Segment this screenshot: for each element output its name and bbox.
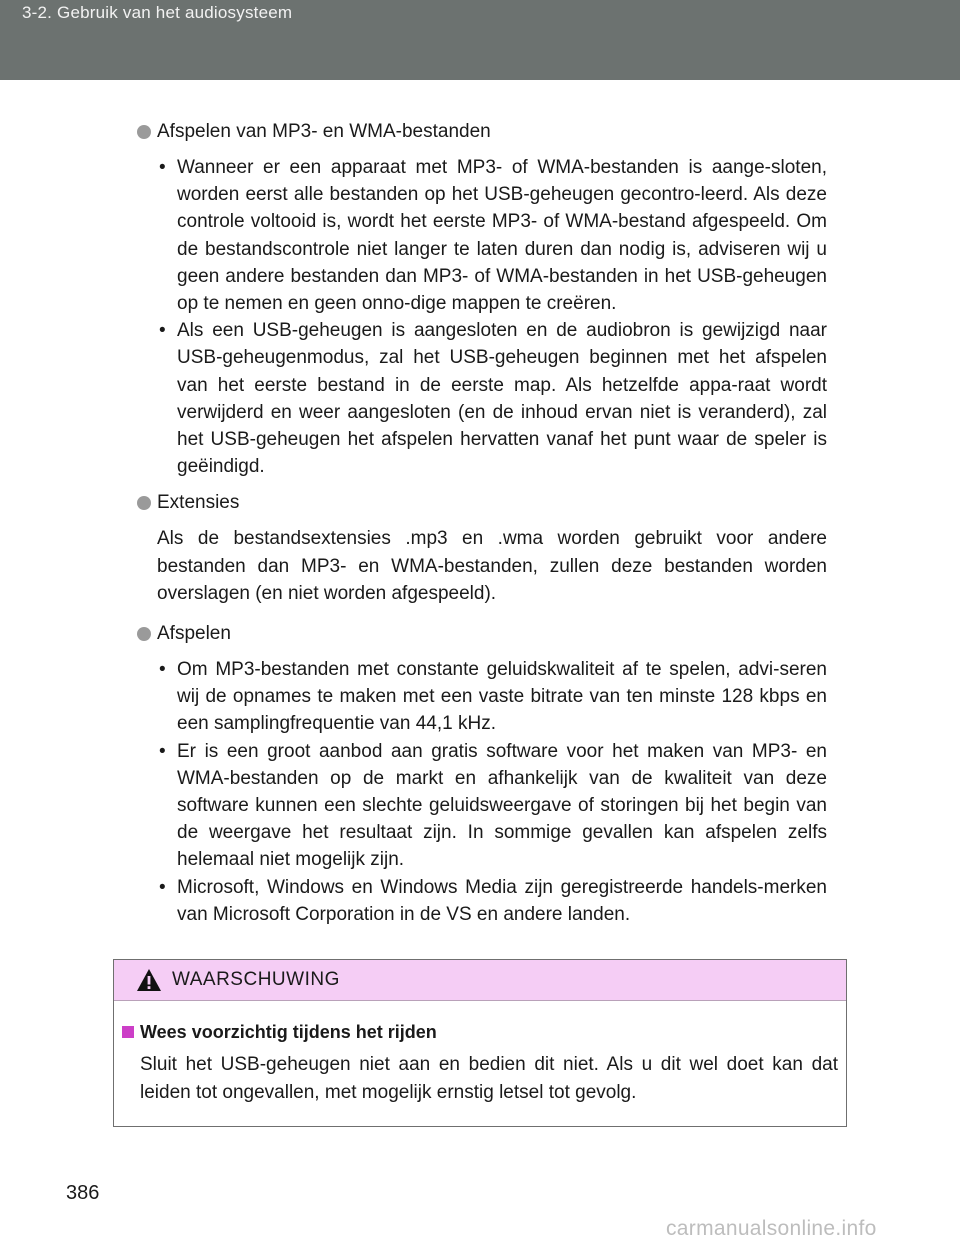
page-number: 386 xyxy=(66,1182,100,1204)
list-item-text: Als een USB-geheugen is aangesloten en de audiobron is gewijzigd naar USB-geheugenmodus, zal het USB-geheugen beginnen met het afspelen van het eerste bestand in de eerste map. Als hetzelfde appa-raat wordt verwijderd en weer aangesloten (en de inhoud ervan niet is veranderd), zal het USB-geheugen het afspelen hervatten vanaf het punt waar de speler is geëindigd. xyxy=(177,320,827,478)
list-item xyxy=(157,738,827,874)
bullet-mark: • xyxy=(159,157,166,178)
list-item-text: Wanneer er een apparaat met MP3- of WMA-bestanden is aange-sloten, worden eerst alle bestanden op het USB-geheugen gecontro-leerd. Als deze controle voltooid is, wordt het eerste MP3- of WMA-bestand afgespeeld. Om de bestandscontrole niet langer te laten duren dan nodig is, adviseren wij u geen andere bestanden dan MP3- of WMA-bestanden in het USB-geheugen op te nemen en geen onno-dige mappen te creëren. xyxy=(177,157,827,315)
bullet-mark: • xyxy=(159,320,166,342)
bullet-mark: • xyxy=(159,659,166,681)
section-heading xyxy=(137,489,827,517)
list-item-text: Er is een groot aanbod aan gratis software voor het maken van MP3- en WMA-bestanden op de markt en afhankelijk van de kwaliteit van deze software kunnen een slechte geluidsweergave of storingen bij het begin van de weergave het resultaat zijn. In sommige gevallen kan afspelen zelfs helemaal niet mogelijk zijn. xyxy=(177,740,827,871)
heading-text: Afspelen xyxy=(157,623,231,645)
heading-text: Afspelen van MP3- en WMA-bestanden xyxy=(157,121,491,142)
warning-triangle-icon xyxy=(136,968,162,992)
list-item-text: Microsoft, Windows en Windows Media zijn geregistreerde handels-merken van Microsoft Corporation in de VS en andere landen. xyxy=(177,876,827,925)
list-item xyxy=(157,874,827,928)
section-title: 3-2. Gebruik van het audiosysteem xyxy=(22,3,293,22)
warning-subheading xyxy=(120,1019,838,1045)
bullet-list xyxy=(157,656,827,928)
section-mp3-wma xyxy=(137,118,827,480)
heading-text: Extensies xyxy=(157,492,240,514)
list-item xyxy=(157,656,827,738)
bullet-dot-icon xyxy=(137,627,151,641)
bullet-dot-icon xyxy=(137,125,151,139)
section-paragraph: Als de bestandsextensies .mp3 en .wma worden gebruikt voor andere bestanden dan MP3- en WMA-bestanden, zullen deze bestanden worden overslagen (en niet worden afgespeeld). xyxy=(157,528,827,604)
warning-header xyxy=(114,960,846,1001)
bullet-mark: • xyxy=(159,740,166,762)
warning-box xyxy=(113,959,847,1127)
list-item-text: Om MP3-bestanden met constante geluidskwaliteit af te spelen, advi-seren wij de opnames te maken met een vaste bitrate van ten minste 128 kbps en een samplingfrequentie van 44,1 kHz. xyxy=(177,659,827,735)
section-extensies xyxy=(137,489,827,607)
list-item xyxy=(157,154,827,317)
section-heading xyxy=(137,620,827,648)
watermark: carmanualsonline.info xyxy=(666,1217,877,1240)
list-item xyxy=(157,317,827,480)
square-bullet-icon xyxy=(122,1026,134,1038)
bullet-list xyxy=(157,154,827,480)
header-band xyxy=(0,0,960,80)
warning-text: Sluit het USB-geheugen niet aan en bedien dit niet. Als u dit wel doet kan dat leiden tot ongevallen, met mogelijk ernstig letsel tot gevolg. xyxy=(140,1054,838,1103)
bullet-dot-icon xyxy=(137,496,151,510)
section-afspelen xyxy=(137,620,827,928)
section-heading xyxy=(137,118,827,146)
warning-subheading-text: Wees voorzichtig tijdens het rijden xyxy=(140,1022,437,1042)
bullet-mark: • xyxy=(159,876,166,898)
warning-body xyxy=(114,1001,846,1107)
main-content xyxy=(137,118,827,928)
warning-title: WAARSCHUWING xyxy=(172,969,340,990)
